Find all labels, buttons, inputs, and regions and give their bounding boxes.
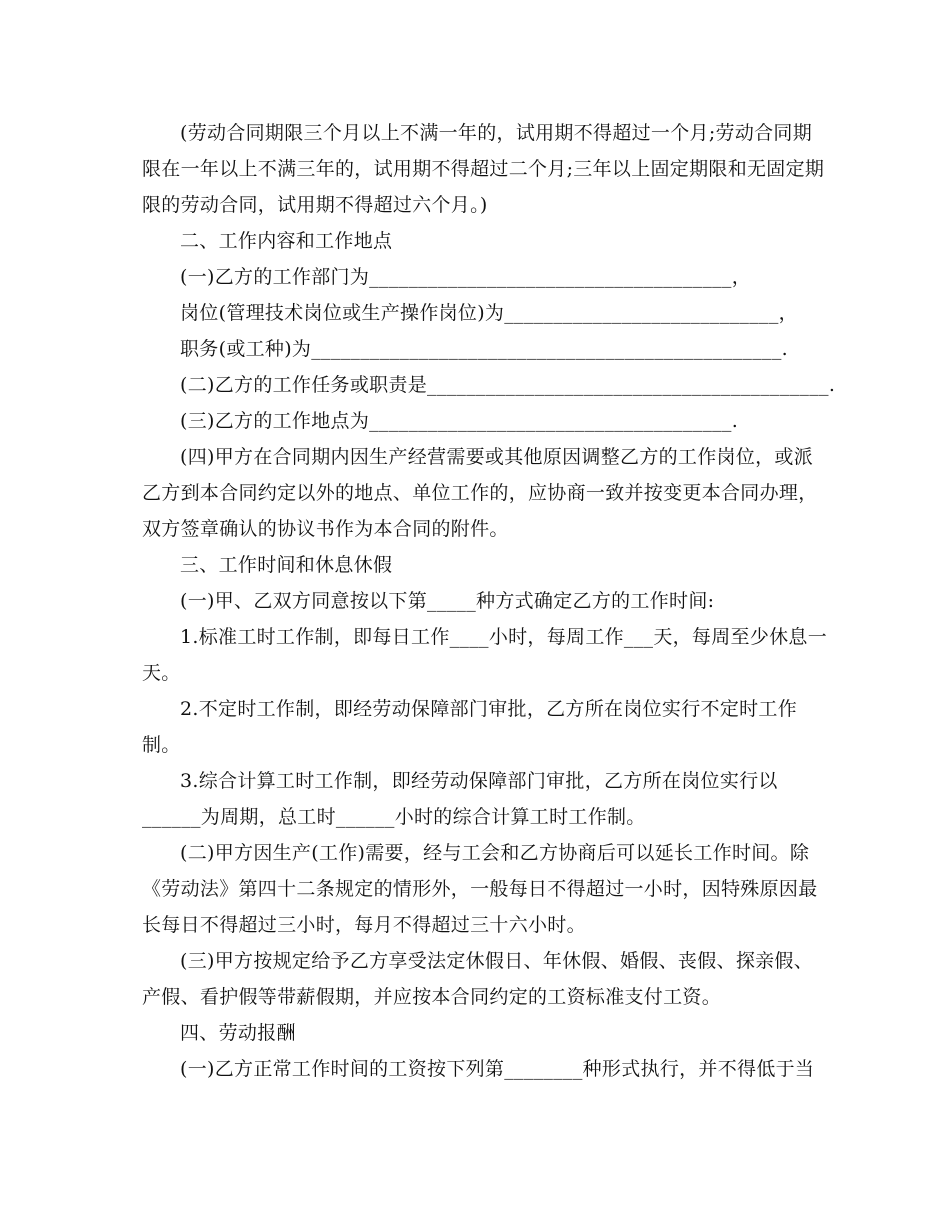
paragraph-line: (四)甲方在合同期内因生产经营需要或其他原因调整乙方的工作岗位，或派 xyxy=(180,446,814,468)
paragraph-line: (一)乙方正常工作时间的工资按下列第________种形式执行，并不得低于当 xyxy=(180,1058,815,1080)
paragraph-line: 1.标准工时工作制，即每日工作____小时，每周工作___天，每周至少休息一 xyxy=(180,626,828,648)
paragraph-line: 职务(或工种)为________________________________________________. xyxy=(180,338,788,360)
section-heading: 四、劳动报酬 xyxy=(180,1022,296,1044)
paragraph-line: 乙方到本合同约定以外的地点、单位工作的，应协商一致并按变更本合同办理， xyxy=(142,482,818,504)
paragraph-line: ______为周期，总工时______小时的综合计算工时工作制。 xyxy=(142,806,646,828)
paragraph-line: 天。 xyxy=(142,662,181,684)
paragraph-line: (三)甲方按规定给予乙方享受法定休假日、年休假、婚假、丧假、探亲假、 xyxy=(180,950,814,972)
paragraph-line: (一)甲、乙双方同意按以下第_____种方式确定乙方的工作时间: xyxy=(180,590,715,612)
paragraph-line: (劳动合同期限三个月以上不满一年的，试用期不得超过一个月;劳动合同期 xyxy=(180,122,813,144)
paragraph-line: 岗位(管理技术岗位或生产操作岗位)为____________________________， xyxy=(180,302,798,324)
paragraph-line: 限在一年以上不满三年的，试用期不得超过二个月;三年以上固定期限和无固定期 xyxy=(142,158,825,180)
paragraph-line: 双方签章确认的协议书作为本合同的附件。 xyxy=(142,518,509,540)
paragraph-line: (一)乙方的工作部门为_____________________________________， xyxy=(180,266,752,288)
paragraph-line: 2.不定时工作制，即经劳动保障部门审批，乙方所在岗位实行不定时工作 xyxy=(180,698,798,720)
section-heading: 三、工作时间和休息休假 xyxy=(180,554,393,576)
paragraph-line: 3.综合计算工时工作制，即经劳动保障部门审批，乙方所在岗位实行以 xyxy=(180,770,778,792)
paragraph-line: 长每日不得超过三小时，每月不得超过三十六小时。 xyxy=(142,914,586,936)
paragraph-line: 《劳动法》第四十二条规定的情形外，一般每日不得超过一小时，因特殊原因最 xyxy=(142,878,818,900)
paragraph-line: 产假、看护假等带薪假期，并应按本合同约定的工资标准支付工资。 xyxy=(142,986,722,1008)
paragraph-line: (二)乙方的工作任务或职责是_________________________________________. xyxy=(180,374,836,396)
paragraph-line: 制。 xyxy=(142,734,181,756)
section-heading: 二、工作内容和工作地点 xyxy=(180,230,393,252)
paragraph-line: (二)甲方因生产(工作)需要，经与工会和乙方协商后可以延长工作时间。除 xyxy=(180,842,810,864)
paragraph-line: (三)乙方的工作地点为_____________________________________. xyxy=(180,410,739,432)
paragraph-line: 限的劳动合同，试用期不得超过六个月。) xyxy=(142,194,488,216)
